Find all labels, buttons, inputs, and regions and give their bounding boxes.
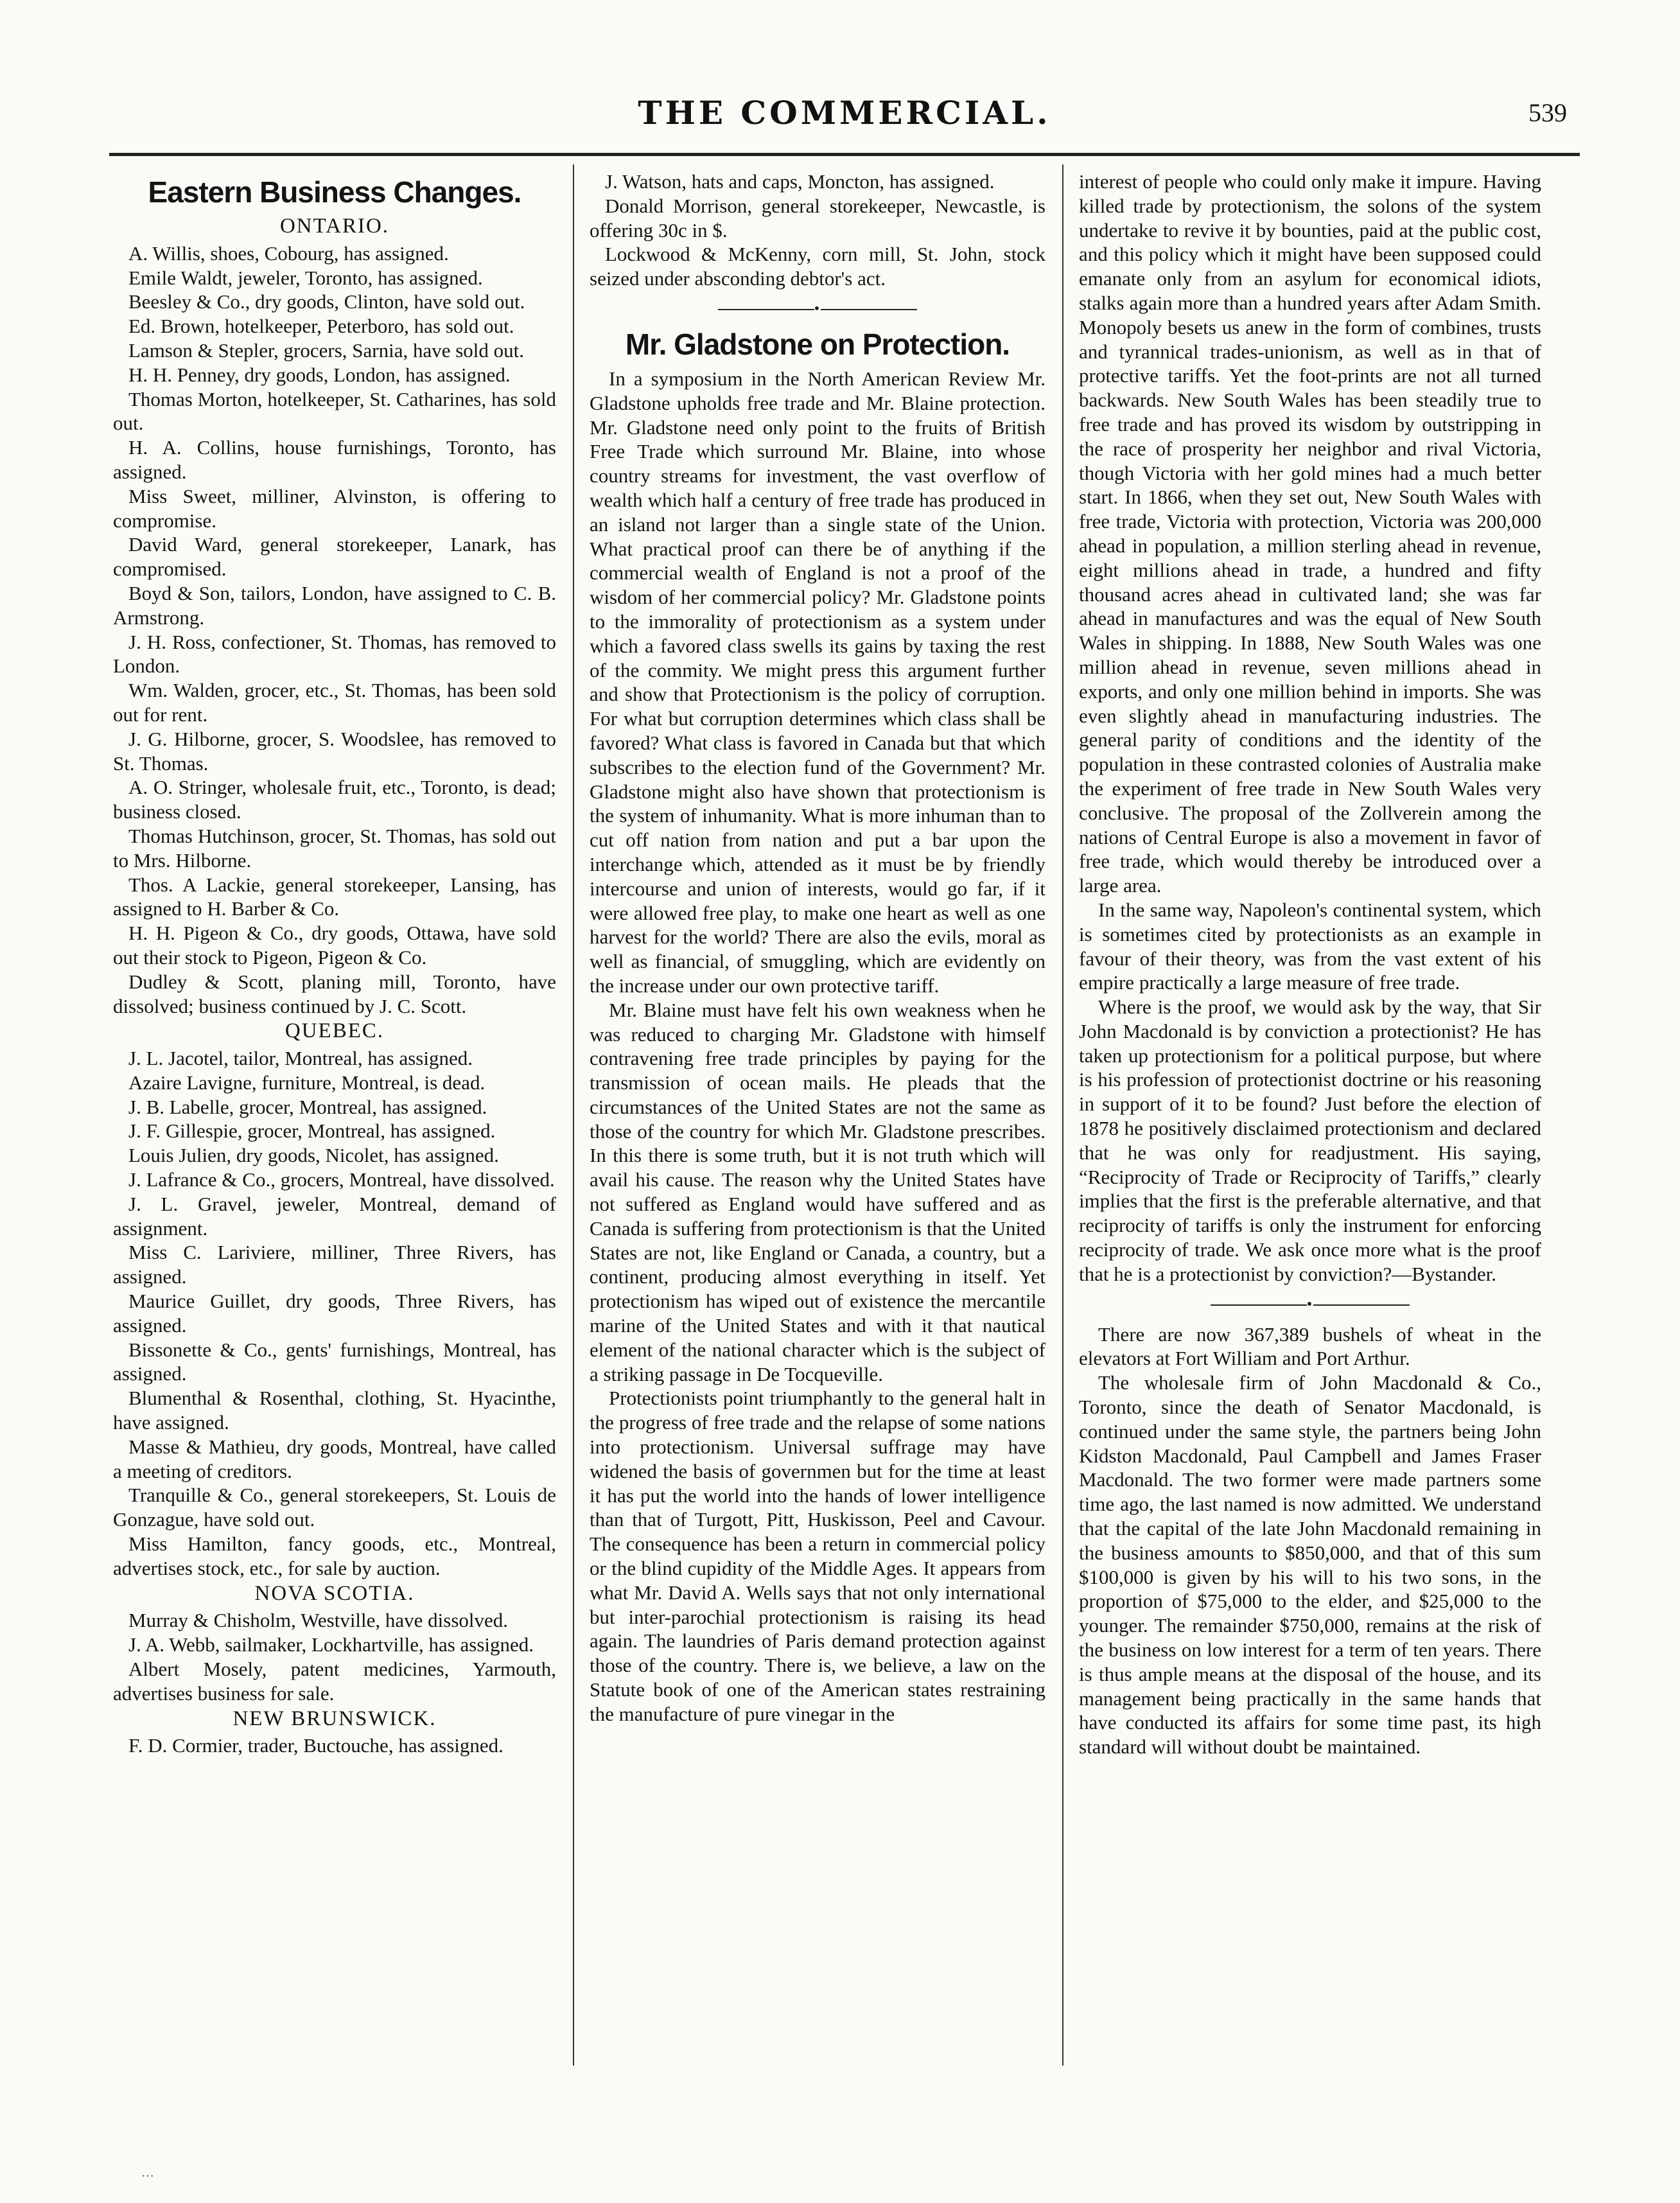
- list-item: Masse & Mathieu, dry goods, Montreal, have called a meeting of creditors.: [113, 1435, 556, 1482]
- news-note: There are now 367,389 bushels of wheat in the elevators at Fort William and Port Arthur.: [1079, 1322, 1541, 1370]
- list-item: David Ward, general storekeeper, Lanark, has compromised.: [113, 533, 556, 581]
- list-item: J. Watson, hats and caps, Moncton, has assigned.: [605, 170, 995, 193]
- masthead: [109, 94, 1580, 145]
- list-item: Azaire Lavigne, furniture, Montreal, is dead.: [128, 1071, 486, 1094]
- list-item: A. O. Stringer, wholesale fruit, etc., Toronto, is dead; business closed.: [113, 776, 556, 823]
- list-item: J. F. Gillespie, grocer, Montreal, has assigned.: [128, 1119, 496, 1143]
- list-item: Ed. Brown, hotelkeeper, Peterboro, has sold out.: [128, 315, 514, 338]
- list-item: Tranquille & Co., general storekeepers, St. Louis de Gonzague, have sold out.: [113, 1484, 556, 1531]
- list-item: Murray & Chisholm, Westville, have dissolved.: [128, 1609, 509, 1632]
- column-divider: [1062, 164, 1063, 2066]
- list-item: H. H. Penney, dry goods, London, has assigned.: [128, 363, 511, 386]
- list-item: A. Willis, shoes, Cobourg, has assigned.: [128, 241, 449, 265]
- list-item: Miss Hamilton, fancy goods, etc., Montreal, advertises stock, etc., for sale by auction.: [113, 1532, 556, 1579]
- page-mark: …: [141, 2166, 154, 2180]
- province-heading-new-brunswick: NEW BRUNSWICK.: [232, 1707, 437, 1730]
- list-item: H. A. Collins, house furnishings, Toronto, has assigned.: [113, 436, 556, 483]
- section-divider: •: [590, 296, 1046, 322]
- list-item: J. L. Jacotel, tailor, Montreal, has assigned.: [128, 1047, 473, 1070]
- list-item: H. H. Pigeon & Co., dry goods, Ottawa, have sold out their stock to Pigeon, Pigeon & Co.: [113, 922, 556, 969]
- article-paragraph: In the same way, Napoleon's continental system, which is sometimes cited by protectionists as an example in favour of their theory, was from the vast extent of his empire practically a large measure of free trade.: [1079, 898, 1541, 994]
- section-title-gladstone: Mr. Gladstone on Protection.: [625, 327, 1010, 361]
- province-heading-nova-scotia: NOVA SCOTIA.: [254, 1581, 415, 1605]
- article-paragraph: Mr. Blaine must have felt his own weakness when he was reduced to charging Mr. Gladstone with himself contravening free trade principles by paying for the transmission of ocean mails. He pleads that the circumstances of the United States are not the same as those of the country for which Mr. Gladstone prescribes. In this there is some truth, but it is not truth which will avail his cause. The reason why the United States have not suffered as England would have suffered and as Canada is suffering from protectionism is that the United States are not, like England or Canada, a country, but a continent, producing almost everything in itself. Yet protectionism has wiped out of existence the mercantile marine of the United States and with it that nautical element of the national character which is the subject of a striking passage in De Tocqueville.: [590, 998, 1046, 1385]
- list-item: Albert Mosely, patent medicines, Yarmouth, advertises business for sale.: [113, 1658, 556, 1705]
- article-paragraph: Where is the proof, we would ask by the way, that Sir John Macdonald is by conviction a protectionist? He has taken up protectionism for a political purpose, but where is his profession of protectionist doctrine or his reasoning in support of it to be found? Just before the election of 1878 he positively disclaimed protectionism and declared that he was only for readjustment. His saying, “Reciprocity of Trade or Reciprocity of Tariffs,” clearly implies that the first is the preferable alternative, and that reciprocity of tariffs is only the instrument for enforcing reciprocity of trade. We ask once more what is the proof that he is a protectionist by conviction?—Bystander.: [1079, 996, 1541, 1285]
- list-item: J. Lafrance & Co., grocers, Montreal, have dissolved.: [128, 1168, 555, 1191]
- list-item: Beesley & Co., dry goods, Clinton, have sold out.: [128, 290, 525, 313]
- list-item: Wm. Walden, grocer, etc., St. Thomas, has been sold out for rent.: [113, 679, 556, 726]
- list-item: J. B. Labelle, grocer, Montreal, has assigned.: [128, 1095, 487, 1118]
- list-item: Thos. A Lackie, general storekeeper, Lansing, has assigned to H. Barber & Co.: [113, 873, 556, 920]
- list-item: J. H. Ross, confectioner, St. Thomas, has removed to London.: [113, 630, 556, 678]
- column-divider: [573, 164, 574, 2066]
- list-item: Boyd & Son, tailors, London, have assigned to C. B. Armstrong.: [113, 581, 556, 629]
- list-item: J. G. Hilborne, grocer, S. Woodslee, has removed to St. Thomas.: [113, 727, 556, 775]
- column-1: [113, 170, 556, 1758]
- column-3: [1079, 170, 1541, 1759]
- list-item: F. D. Cormier, trader, Buctouche, has assigned.: [128, 1734, 503, 1757]
- list-item: Blumenthal & Rosenthal, clothing, St. Hyacinthe, have assigned.: [113, 1387, 556, 1434]
- list-item: Miss C. Lariviere, milliner, Three Rivers, has assigned.: [113, 1241, 556, 1288]
- article-paragraph: Protectionists point triumphantly to the general halt in the progress of free trade and the relapse of some nations into protectionism. Universal suffrage may have widened the basis of governmen but for the time at least it has put the world into the hands of lower intelligence than that of Turgott, Pitt, Huskisson, Peel and Cavour. The consequence has been a return in commercial policy or the blind cupidity of the Middle Ages. It appears from what Mr. David A. Wells says that not only international but inter-parochial protectionism is raising its head again. The laundries of Paris demand protection against those of the country. There is, we believe, a law on the Statute book of one of the American states restraining the manufacture of pure vinegar in the: [590, 1387, 1046, 1725]
- list-item: Dudley & Scott, planing mill, Toronto, have dissolved; business continued by J. C. Scott.: [113, 970, 556, 1017]
- list-item: Louis Julien, dry goods, Nicolet, has assigned.: [128, 1144, 499, 1167]
- column-2: [590, 170, 1046, 1726]
- list-item: J. A. Webb, sailmaker, Lockhartville, has assigned.: [128, 1633, 534, 1656]
- list-item: Maurice Guillet, dry goods, Three Rivers, has assigned.: [113, 1290, 556, 1337]
- section-divider: •: [1079, 1292, 1541, 1317]
- header-rule: [109, 153, 1580, 156]
- page-number: 539: [1528, 98, 1567, 127]
- publication-title: THE COMMERCIAL.: [638, 94, 1051, 132]
- province-heading-ontario: ONTARIO.: [279, 215, 390, 238]
- list-item: Lockwood & McKenny, corn mill, St. John, stock seized under absconding debtor's act.: [590, 243, 1046, 290]
- section-title-eastern: Eastern Business Changes.: [148, 175, 521, 209]
- list-item: Thomas Morton, hotelkeeper, St. Catharines, has sold out.: [113, 387, 556, 435]
- list-item: Donald Morrison, general storekeeper, Newcastle, is offering 30c in $.: [590, 194, 1046, 241]
- list-item: Thomas Hutchinson, grocer, St. Thomas, has sold out to Mrs. Hilborne.: [113, 824, 556, 872]
- news-note: The wholesale firm of John Macdonald & Co., Toronto, since the death of Senator Macdonald, is continued under the same style, the partners being John Kidston Macdonald, Paul Campbell and James Fraser Macdonald. The two former were made partners some time ago, the last named is now admitted. We understand that the capital of the late John Macdonald remaining in the business amounts to $850,000, and that of this sum $100,000 is given by his will to his two sons, in the proportion of $75,000 to the elder, and $25,000 to the younger. The remainder $750,000, remains at the risk of the business on low interest for a term of ten years. There is thus ample means at the disposal of the house, and its management being practically in the same hands that have conducted its affairs for some time past, its high standard will without doubt be maintained.: [1079, 1371, 1541, 1759]
- list-item: Bissonette & Co., gents' furnishings, Montreal, has assigned.: [113, 1338, 556, 1385]
- list-item: Lamson & Stepler, grocers, Sarnia, have sold out.: [128, 338, 525, 362]
- list-item: J. L. Gravel, jeweler, Montreal, demand of assignment.: [113, 1192, 556, 1240]
- article-paragraph: In a symposium in the North American Review Mr. Gladstone upholds free trade and Mr. Blaine protection. Mr. Gladstone need only point to the fruits of British Free Trade which surround Mr. Blaine, into whose country streams for investment, the vast overflow of wealth which half a century of free trade has produced in an island not larger than a single state of the Union. What practical proof can there be of anything if the commercial wealth of England is not a proof of the wisdom of her commercial policy? Mr. Gladstone points to the immorality of protectionism as a system under which a favored class swells its gains by taxing the rest of the commity. We might press this argument further and show that Protectionism is the policy of corruption. For what but corruption determines which class shall be favored? What class is favored in Canada but that which subscribes to the election fund of the Government? Mr. Gladstone might also have shown that protectionism is the system of inhumanity. What is more inhuman than to cut off nation from nation and put a bar upon the interchange which, attended as it must be by friendly intercourse and union of interests, would go far, if it were allowed free play, to make one heart as well as one harvest for the world? There are also the evils, moral as well as financial, of smuggling, which are evidently on the increase under our own protective tariff.: [590, 367, 1046, 997]
- article-paragraph-continued: interest of people who could only make it impure. Having killed trade by protectionism, the solons of the system undertake to revive it by bounties, paid at the public cost, and this policy which it might have been supposed could emanate only from an asylum for economical idiots, stalks again more than a hundred years after Adam Smith. Monopoly besets us anew in the form of combines, trusts and tyrannical trades-unionism, as well as in that of protective tariffs. Yet the foot-prints are not all turned backwards. New South Wales has been steadily true to free trade and has proved its wisdom by outstripping in the race of prosperity her neighbor and rival Victoria, though Victoria with her gold mines had a much better start. In 1866, when they set out, New South Wales with free trade, Victoria with protection, Victoria was 200,000 ahead in population, a million sterling ahead in revenue, eight millions ahead in trade, a hundred and fifty thousand acres ahead in cultivated land; she was far ahead in manufactures and was the equal of New South Wales in shipping. In 1888, New South Wales was one million ahead in revenue, seven millions ahead in exports, and only one million behind in imports. She was even slightly ahead in manufacturing industries. The general parity of conditions and the identity of the population in these contrasted colonies of Australia make the experiment of free trade in New South Wales very conclusive. The proposal of the Zollverein among the nations of Central Europe is also a movement in favor of free trade, which would thereby be introduced over a large area.: [1079, 170, 1541, 897]
- list-item: Miss Sweet, milliner, Alvinston, is offering to compromise.: [113, 484, 556, 532]
- list-item: Emile Waldt, jeweler, Toronto, has assigned.: [128, 266, 483, 289]
- province-heading-quebec: QUEBEC.: [284, 1019, 385, 1043]
